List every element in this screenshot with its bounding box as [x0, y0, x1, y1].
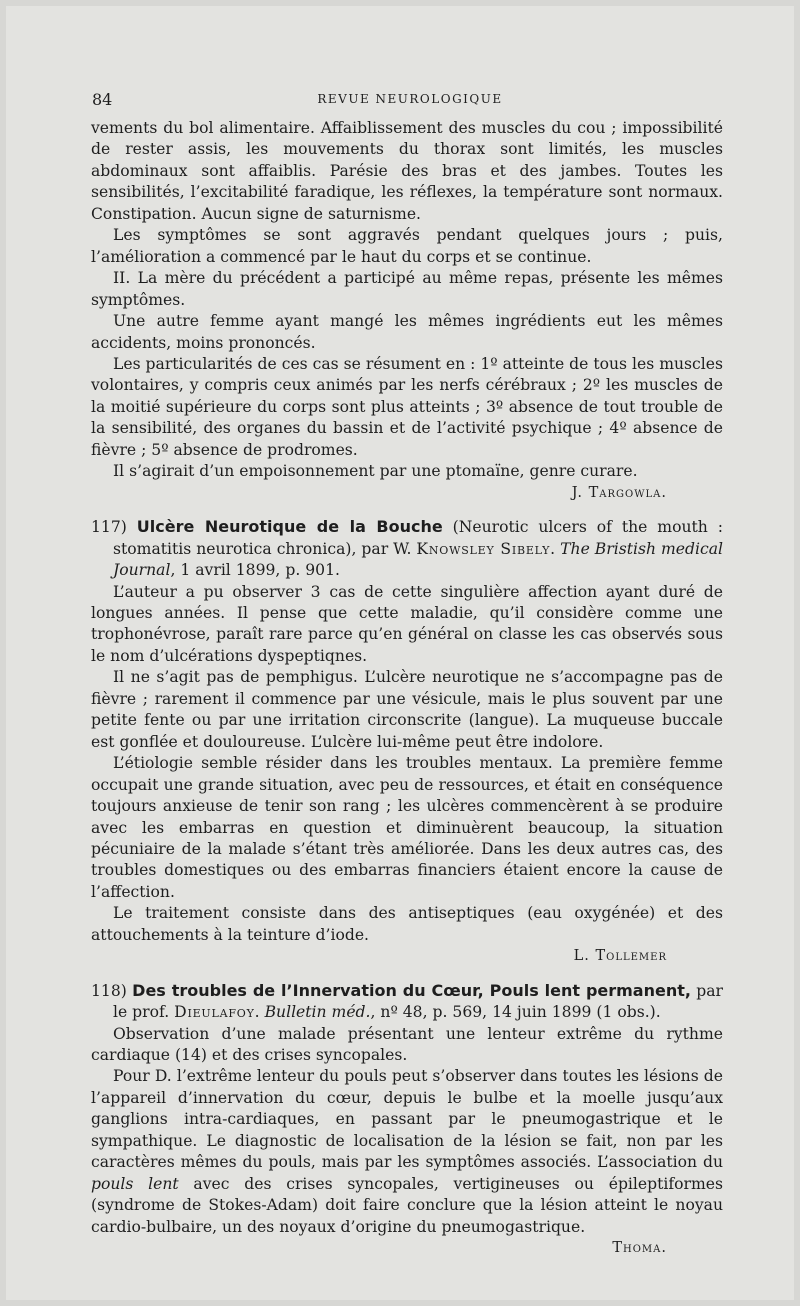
entry-number: 117) [91, 518, 127, 537]
paragraph-text: Pour D. l’extrême lenteur du pouls peut s’observer dans toutes les lésions de l’appareil d’innervation du cœur, depuis le bulbe et la moelle jusqu’aux ganglions intra-cardiaques, en passant par le pneumogastrique et le sympathique. Le diagnostic de localisation de la lésion se fait, non par les caractères mêmes du pouls, mais par les symptômes associés. L’association du [91, 1067, 723, 1172]
emphasis-text: pouls lent [91, 1174, 179, 1193]
paragraph: Le traitement consiste dans des antiseptiques (eau oxygénée) et des attouchements à la teinture d’iode. [91, 904, 723, 944]
journal-name: Bulletin méd. [264, 1003, 371, 1022]
reference-text: . [254, 1003, 265, 1022]
page-body [91, 118, 723, 1260]
abstract-entry-118 [91, 980, 723, 1260]
page-header [92, 90, 728, 114]
paragraph: II. La mère du précédent a participé au même repas, présente les mêmes symptômes. [91, 269, 723, 309]
reference-text: , 1 avril 1899, p. 901. [170, 561, 340, 580]
paragraph: L’étiologie semble résider dans les troubles mentaux. La première femme occupait une grande situation, avec peu de ressources, et était en conséquence toujours anxieuse de tenir son rang ; les ulcères commencèrent à se produire avec les embarras en question et diminuèrent beaucoup, la situation pécuniaire de la malade s’étant très améliorée. Dans les deux autres cas, des troubles domestiques ou des embarras financiers étaient encore la cause de l’affection. [91, 754, 723, 901]
entry-title: Des troubles de l’Innervation du Cœur, Pouls lent permanent, [132, 980, 691, 1000]
page-number: 84 [92, 90, 113, 109]
paragraph: Il s’agirait d’un empoisonnement par une ptomaïne, genre curare. [113, 462, 638, 481]
author-signature: L. Tollemer [573, 948, 667, 965]
entry-heading [91, 980, 723, 1024]
paragraph: Les particularités de ces cas se résument en : 1º atteinte de tous les muscles volontaires, y compris ceux animés par les nerfs cérébraux ; 2º les muscles de la moitié supérieure du corps sont plus atteints ; 3º absence de tout trouble de la sensibilité, des organes du bassin et de l’activité psychique ; 4º absence de fièvre ; 5º absence de prodromes. [91, 354, 723, 459]
author-signature: Thoma. [612, 1240, 667, 1257]
reference-text: (Neurotic ulcers of the mouth : stomatitis neurotica chronica), par W. [113, 518, 723, 558]
reference-text: par le prof. [113, 981, 723, 1022]
paragraph: vements du bol alimentaire. Affaiblissement des muscles du cou ; impossibilité de rester assis, les mouvements du thorax sont limités, les muscles abdominaux sont affaiblis. Parésie des bras et des jambes. Toutes les sensibilités, l’excitabilité faradique, les réflexes, la température sont normaux. Constipation. Aucun signe de saturnisme. [91, 119, 723, 223]
paragraph: Une autre femme ayant mangé les mêmes ingrédients eut les mêmes accidents, moins prononcés. [91, 312, 723, 352]
author-signature: J. Targowla. [571, 484, 667, 501]
paragraph [91, 1066, 723, 1238]
abstract-entry-117 [91, 516, 723, 968]
reference-author: Dieulafoy [174, 1003, 255, 1022]
running-title: REVUE NEUROLOGIQUE [317, 92, 503, 106]
paragraph: Observation d’une malade présentant une lenteur extrême du rythme cardiaque (14) et des crises syncopales. [91, 1024, 723, 1065]
reference-text: , nº 48, p. 569, 14 juin 1899 (1 obs.). [370, 1003, 661, 1022]
entry-title: Ulcère Neurotique de la Bouche [136, 517, 443, 537]
paragraph: Les symptômes se sont aggravés pendant quelques jours ; puis, l’amélioration a commencé par le haut du corps et se continue. [91, 226, 723, 266]
entry-number: 118) [91, 981, 127, 1000]
paragraph: L’auteur a pu observer 3 cas de cette singulière affection ayant duré de longues années. Il pense que cette maladie, qu’il considère comme une trophonévrose, paraît rare parce qu’en général on classe les cas observés sous le nom d’ulcérations dyspeptiqnes. [91, 582, 723, 665]
paragraph: Il ne s’agit pas de pemphigus. L’ulcère neurotique ne s’accompagne pas de fièvre ; rarement il commence par une vésicule, mais le plus souvent par une petite fente ou par une irritation circonscrite (langue). La muqueuse buccale est gonflée et douloureuse. L’ulcère lui-même peut être indolore. [91, 668, 723, 751]
reference-text: . [550, 539, 561, 558]
reference-author: Knowsley Sibely [416, 539, 551, 558]
paragraph-text: avec des crises syncopales, vertigineuses ou épileptiformes (syndrome de Stokes-Adam) doit faire conclure que la lésion atteint le noyau cardio-bulbaire, un des noyaux d’origine du pneumogastrique. [91, 1174, 724, 1236]
entry-heading [91, 516, 723, 581]
journal-name: The Bristish medical Journal [113, 539, 724, 580]
